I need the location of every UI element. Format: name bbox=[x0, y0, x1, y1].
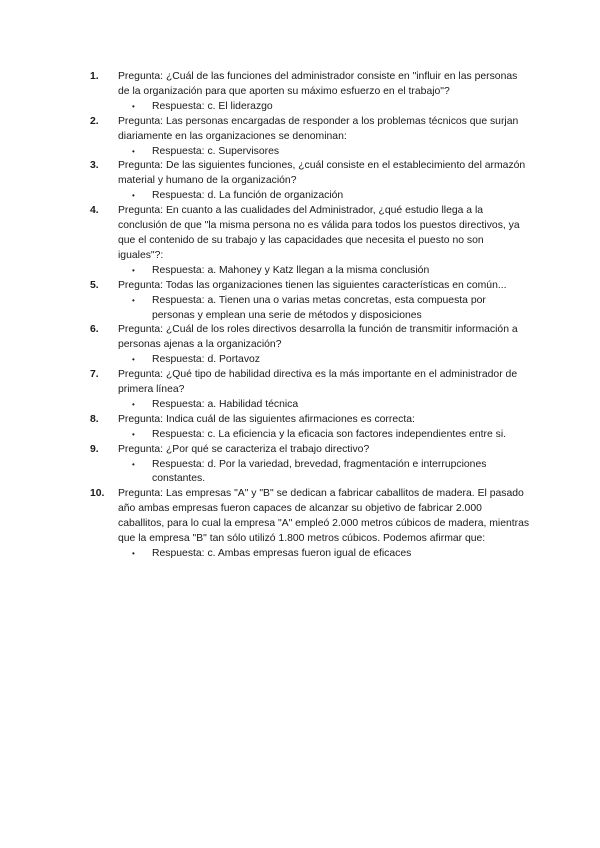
bullet-icon: • bbox=[132, 295, 135, 305]
question-item bbox=[90, 70, 530, 115]
question-number: 8. bbox=[90, 413, 99, 425]
question-number: 9. bbox=[90, 443, 99, 455]
question-item bbox=[90, 279, 530, 324]
question-text: Pregunta: Indica cuál de las siguientes afirmaciones es correcta: bbox=[118, 413, 415, 425]
bullet-icon: • bbox=[132, 265, 135, 275]
question-text: Pregunta: ¿Cuál de las funciones del administrador consiste en "influir en las personas de la organización para que aporten su máximo esfuerzo en el trabajo"? bbox=[118, 71, 518, 97]
answer-item bbox=[118, 189, 530, 204]
question-text: Pregunta: De las siguientes funciones, ¿cuál consiste en el establecimiento del armazón material y humano de la organización? bbox=[118, 160, 526, 187]
bullet-icon: • bbox=[132, 355, 135, 365]
bullet-icon: • bbox=[132, 191, 135, 201]
question-number: 5. bbox=[90, 279, 99, 291]
question-item bbox=[90, 159, 530, 204]
question-number: 7. bbox=[90, 369, 99, 381]
answer-item bbox=[118, 264, 530, 279]
answer-text: Respuesta: c. Supervisores bbox=[152, 145, 280, 157]
question-item bbox=[90, 204, 530, 279]
question-text: Pregunta: ¿Cuál de los roles directivos desarrolla la función de transmitir información a personas ajenas a la organización? bbox=[118, 324, 518, 351]
question-number: 4. bbox=[90, 205, 99, 217]
answer-item bbox=[118, 294, 530, 324]
bullet-icon: • bbox=[132, 459, 135, 469]
question-text: Pregunta: En cuanto a las cualidades del Administrador, ¿qué estudio llega a la conclusión de que "la misma persona no es válida para todos los puestos directivos, ya que el contenido de su trabajo y las capacidades que necesita el puesto no son iguales"?: bbox=[118, 205, 520, 261]
answer-text: Respuesta: c. Ambas empresas fueron igual de eficaces bbox=[152, 548, 412, 559]
bullet-icon: • bbox=[132, 146, 135, 156]
question-number: 1. bbox=[90, 71, 99, 82]
answer-item bbox=[118, 428, 530, 443]
answer-item bbox=[118, 398, 530, 413]
bullet-icon: • bbox=[132, 399, 135, 409]
question-item bbox=[90, 115, 530, 160]
question-item bbox=[90, 443, 530, 488]
answer-text: Respuesta: c. La eficiencia y la eficacia son factores independientes entre si. bbox=[152, 428, 507, 440]
question-number: 2. bbox=[90, 115, 99, 127]
bullet-icon: • bbox=[132, 101, 135, 111]
question-text: Pregunta: ¿Por qué se caracteriza el trabajo directivo? bbox=[118, 443, 370, 455]
question-text: Pregunta: ¿Qué tipo de habilidad directiva es la más importante en el administrador de primera línea? bbox=[118, 369, 518, 396]
answer-text: Respuesta: a. Habilidad técnica bbox=[152, 398, 299, 410]
answer-text: Respuesta: a. Tienen una o varias metas concretas, esta compuesta por personas y emplean una serie de métodos y disposiciones bbox=[152, 294, 486, 321]
question-item bbox=[90, 487, 530, 562]
answer-item bbox=[118, 145, 530, 160]
question-item bbox=[90, 323, 530, 368]
question-text: Pregunta: Todas las organizaciones tienen las siguientes características en común... bbox=[118, 279, 507, 291]
answer-item bbox=[118, 353, 530, 368]
answer-item bbox=[118, 458, 530, 488]
question-item bbox=[90, 413, 530, 443]
question-number: 3. bbox=[90, 160, 99, 172]
question-text: Pregunta: Las empresas "A" y "B" se dedican a fabricar caballitos de madera. El pasado año ambas empresas fueron capaces de alcanzar su objetivo de fabricar 2.000 caballitos, para lo cual la empresa "A" empleó 2.000 metros cúbicos de madera, mientras que la empresa "B" tan sólo utilizó 1.800 metros cúbicos. Podemos afirmar que: bbox=[118, 488, 530, 545]
bullet-icon: • bbox=[132, 429, 135, 439]
answer-item bbox=[118, 100, 530, 115]
question-number: 6. bbox=[90, 324, 99, 336]
answer-text: Respuesta: c. El liderazgo bbox=[152, 100, 273, 112]
answer-text: Respuesta: d. Por la variedad, brevedad, fragmentación e interrupciones constantes. bbox=[152, 458, 487, 485]
question-text: Pregunta: Las personas encargadas de responder a los problemas técnicos que surjan diariamente en las organizaciones se denominan: bbox=[118, 115, 519, 142]
answer-text: Respuesta: d. Portavoz bbox=[152, 354, 261, 366]
bullet-icon: • bbox=[132, 549, 135, 558]
question-number: 10. bbox=[90, 488, 105, 500]
question-list bbox=[90, 70, 530, 562]
answer-text: Respuesta: d. La función de organización bbox=[152, 190, 344, 202]
answer-item bbox=[118, 547, 530, 562]
question-item bbox=[90, 368, 530, 413]
answer-text: Respuesta: a. Mahoney y Katz llegan a la misma conclusión bbox=[152, 264, 430, 276]
